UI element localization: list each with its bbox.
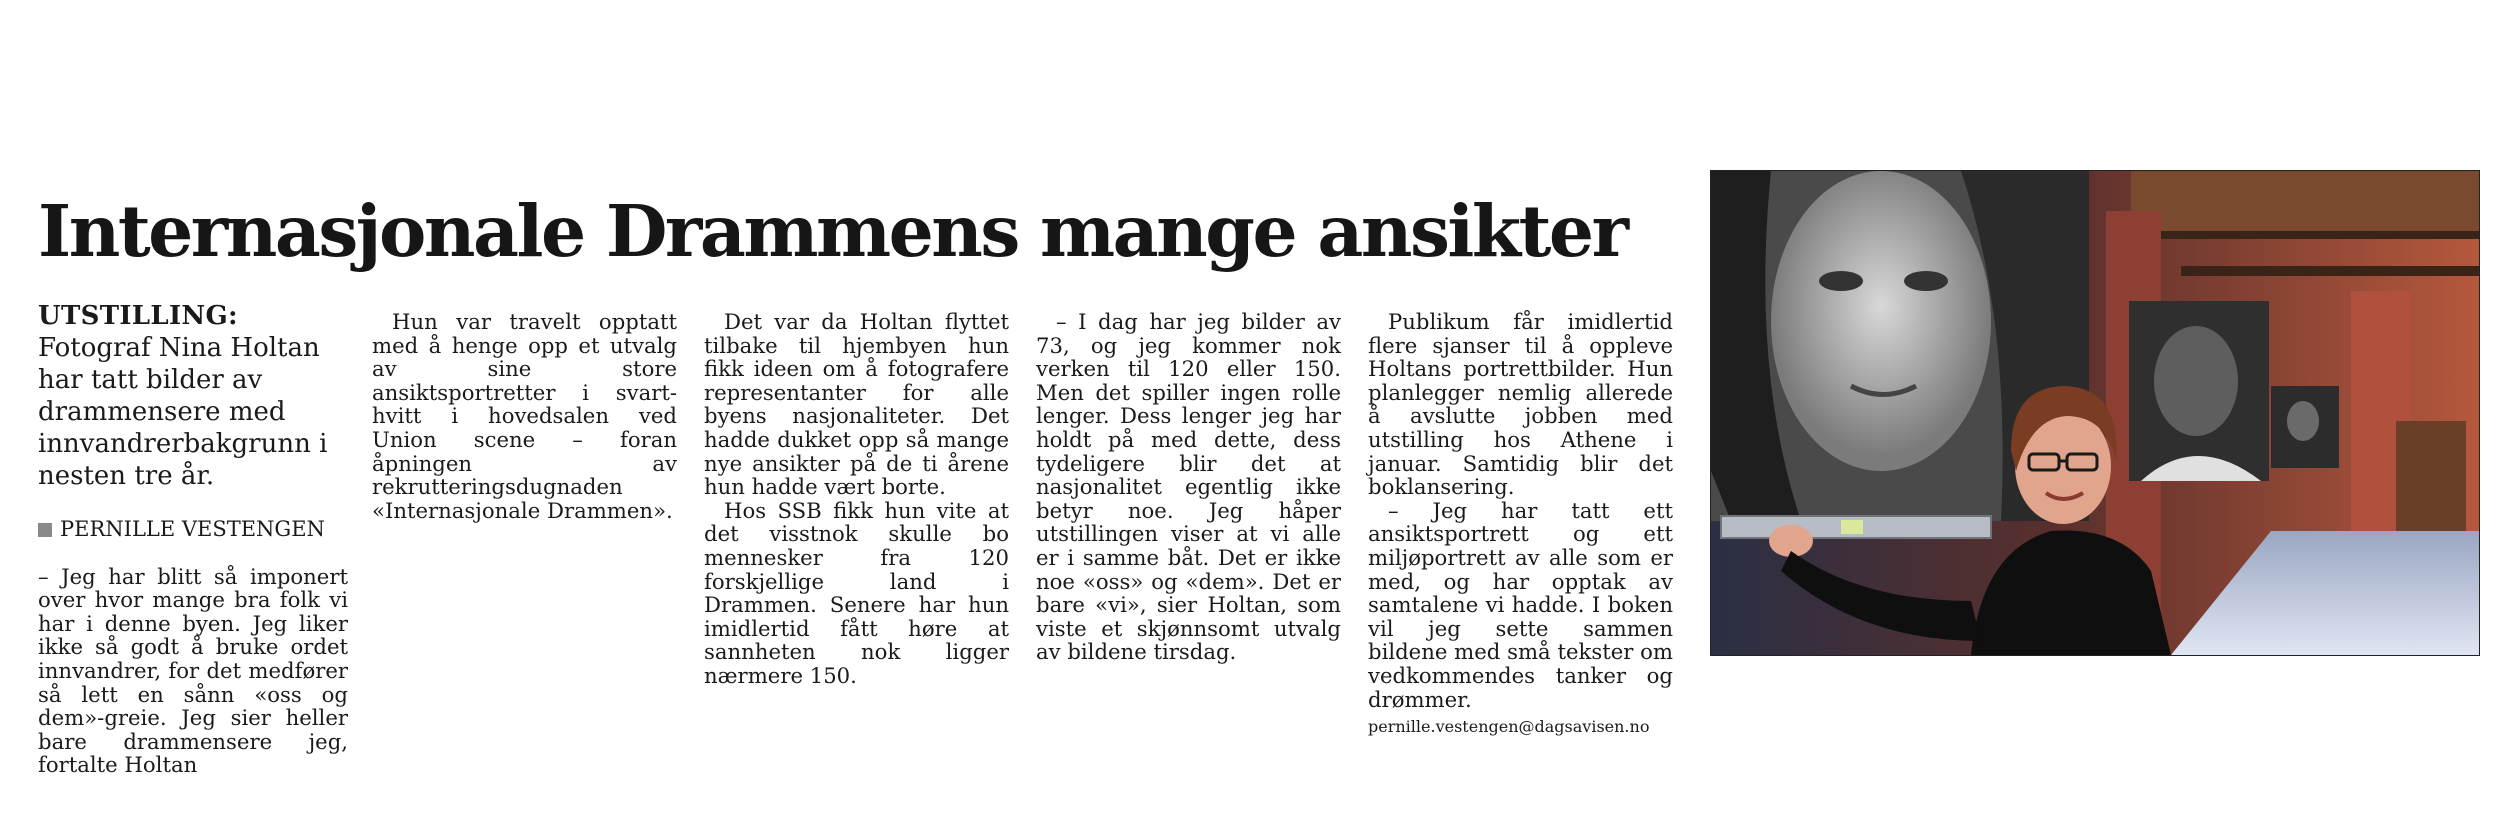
body-paragraph-1: – Jeg har blitt så imponert over hvor mange bra folk vi har i denne byen. Jeg liker ikke så godt å bruke ordet innvandrer, for det medfører så lett en sånn «oss og dem»-greie. Jeg sier heller bare drammensere jeg, fortalte Holtan [38,563,348,778]
article-column-5 [1368,310,1673,739]
body-paragraph-6: Publikum får imidlertid flere sjanser til å oppleve Holtans portrettbilder. Hun planlegger nemlig allerede å avslutte jobben med utstilling hos Athene i januar. Samtidig blir det boklansering. [1368,309,1673,500]
intro-paragraph [38,300,348,492]
body-paragraph-2: Hun var travelt opptatt med å henge opp et utvalg av sine store ansiktsportretter i svart-hvitt i hovedsalen ved Union scene – foran åpningen av rekrutteringsdugnaden «Internasjonale Drammen». [372,309,677,523]
photo-illustration [1711,171,2479,655]
author-email: pernille.vestengen@dagsavisen.no [1368,717,1650,737]
article-column-1 [38,300,348,777]
body-paragraph-5: – I dag har jeg bilder av 73, og jeg kommer nok verken til 120 eller 150. Men det spiller ingen rolle lenger. Dess lenger jeg har holdt på med dette, dess tydeligere blir det at nasjonalitet egentlig ikke betyr noe. Jeg håper utstillingen viser at vi alle er i samme båt. Det er ikke noe «oss» og «dem». Det er bare «vi», sier Holtan, som viste et skjønnsomt utvalg av bildene tirsdag. [1036,309,1341,665]
intro-text: Fotograf Nina Holtan har tatt bilder av drammensere med innvandrerbakgrunn i nesten tre år. [38,333,328,491]
intro-label: UTSTILLING: [38,301,238,331]
article-column-2 [372,310,677,522]
article-column-4 [1036,310,1341,664]
body-paragraph-3: Det var da Holtan flyttet tilbake til hjembyen hun fikk ideen om å fotografere representanter for alle byens nasjonaliteter. Det hadde dukket opp så mange nye ansikter på de ti årene hun hadde vært borte. [704,309,1009,500]
byline [38,518,348,542]
byline-name: PERNILLE VESTENGEN [60,517,325,541]
body-paragraph-4: Hos SSB fikk hun vite at det visstnok skulle bo mennesker fra 120 forskjellige land i Drammen. Senere har hun imidlertid fått høre at sannheten nok ligger nærmere 150. [704,497,1009,688]
byline-square-icon [38,523,52,537]
article-column-3 [704,310,1009,688]
body-paragraph-7: – Jeg har tatt ett ansiktsportrett og ett miljøportrett av alle som er med, og har opptak av samtalene vi hadde. I boken vil jeg sette sammen bildene med små tekster om vedkommendes tanker og drømmer. [1368,497,1673,712]
article-photo [1710,170,2480,656]
headline: Internasjonale Drammens mange ansikter [38,189,1627,273]
